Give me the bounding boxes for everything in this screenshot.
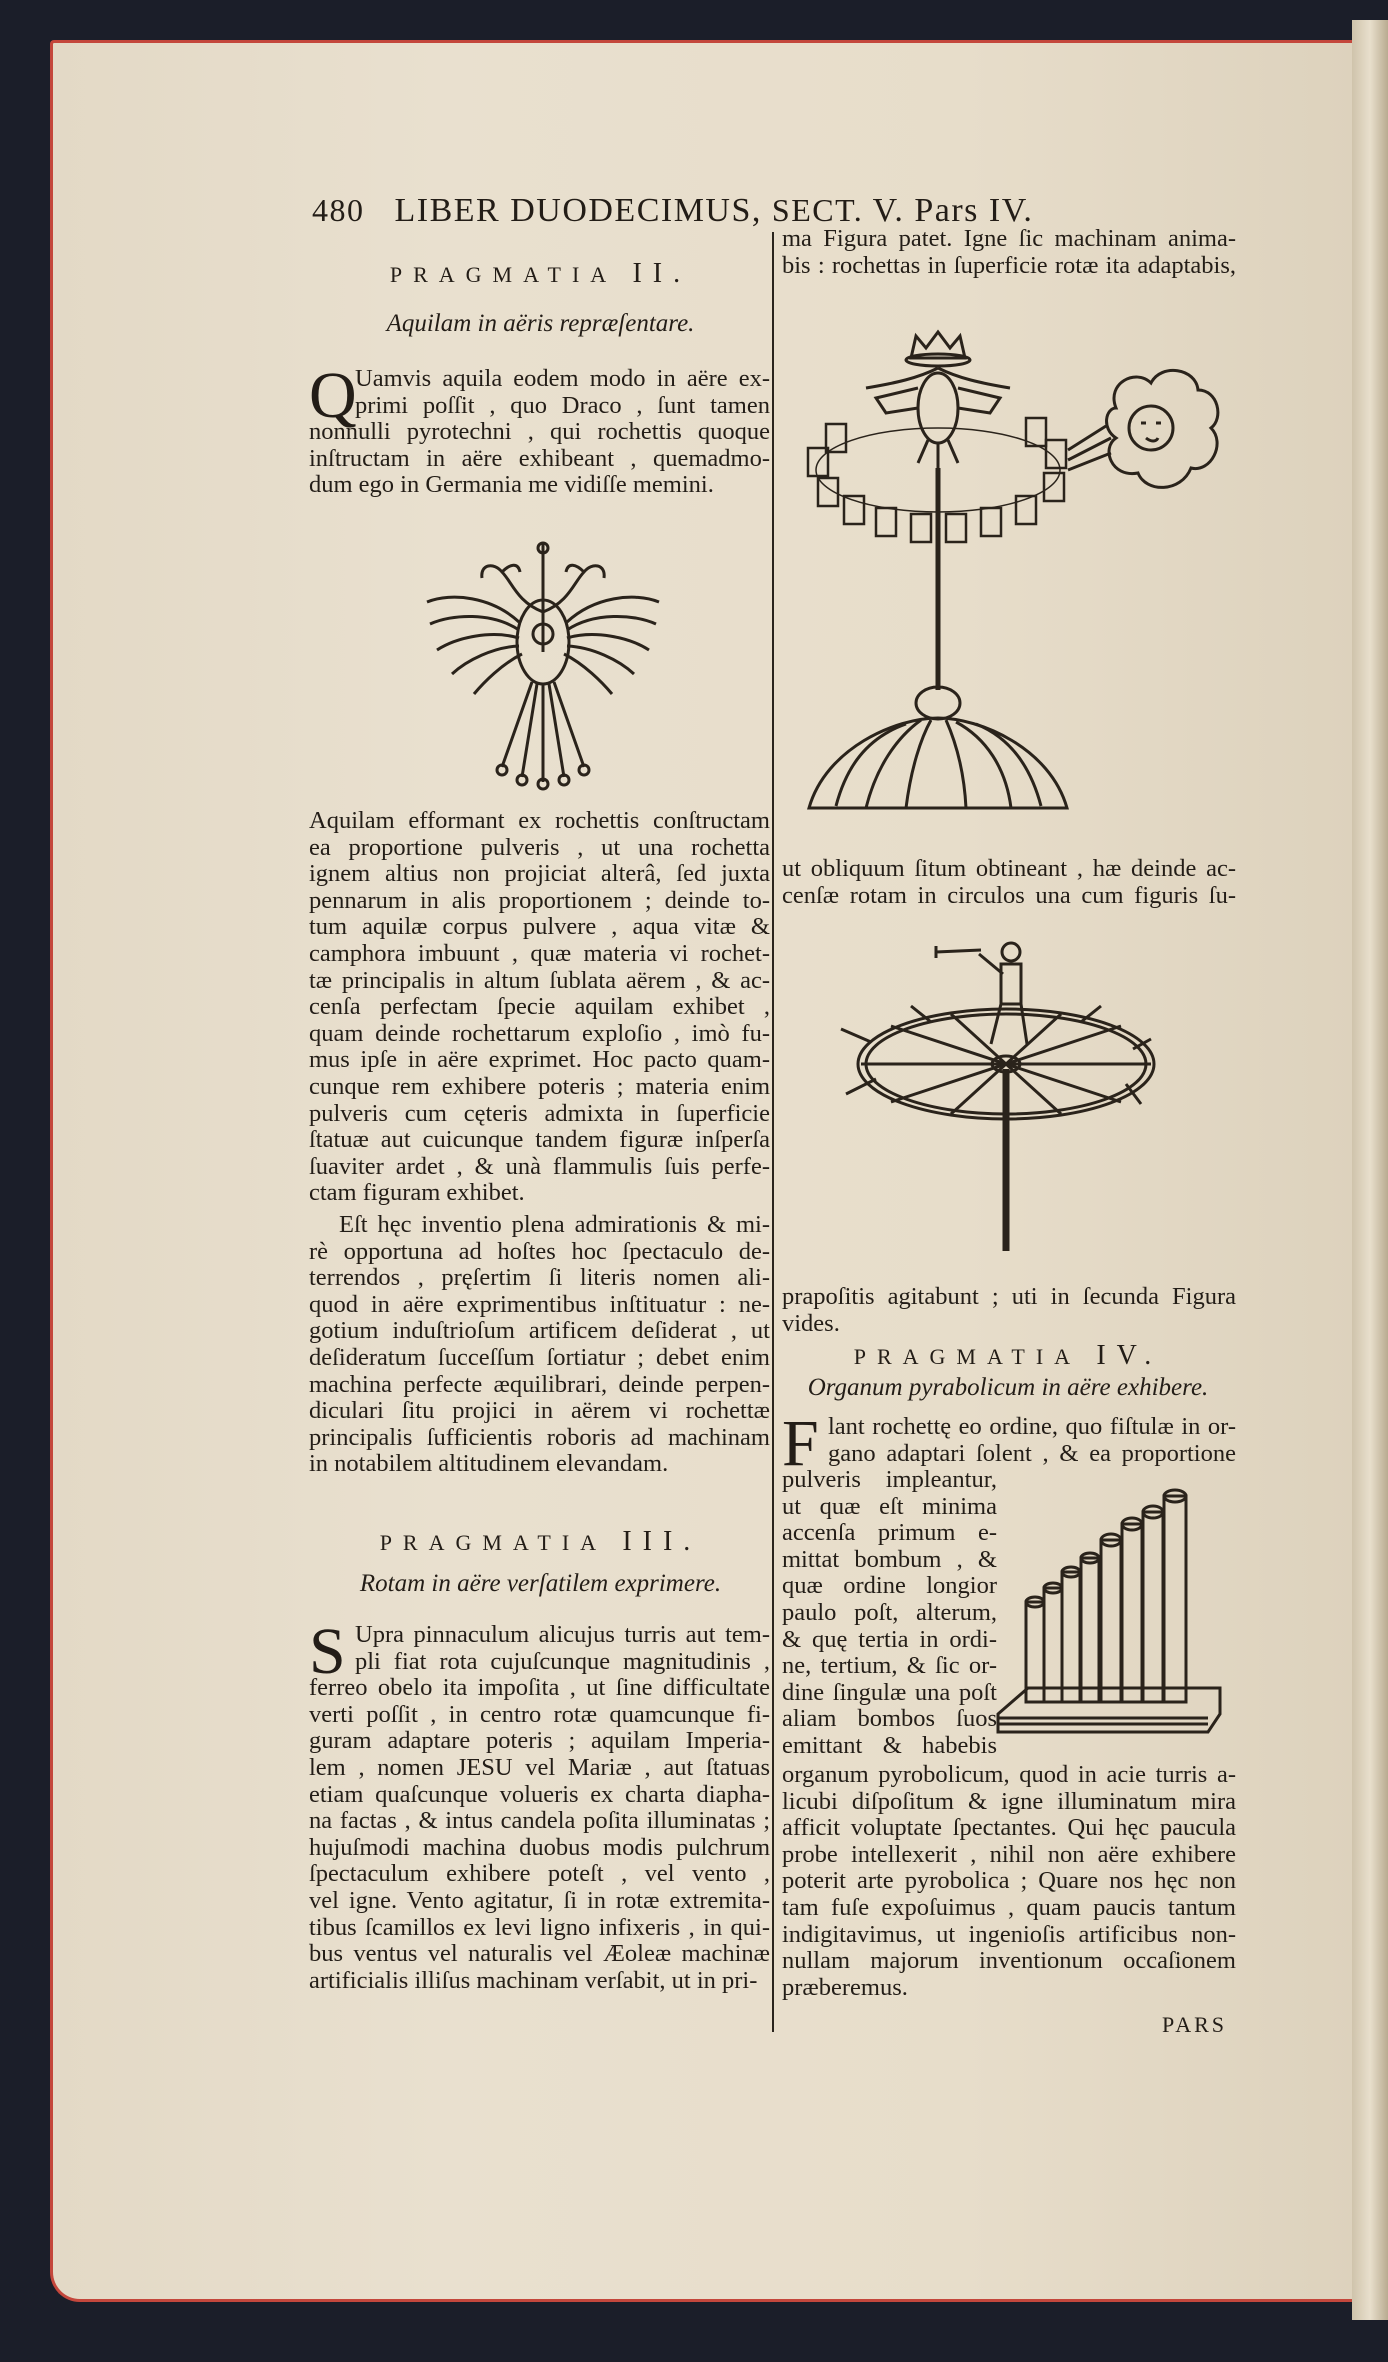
text-line: principalis ſufficientis roboris ad machinam bbox=[309, 1423, 770, 1451]
text-line: & quę tertia in ordi- bbox=[782, 1625, 997, 1653]
fire-wheel-figure bbox=[806, 328, 1221, 814]
text-line: lem , nomen JESU vel Mariæ , aut ſtatuas bbox=[309, 1753, 770, 1781]
text-line: guram adaptare poteris ; aquilam Imperia- bbox=[309, 1727, 770, 1755]
text-line: tibus ſcamillos ex levi ligno infixeris , in qui- bbox=[309, 1913, 770, 1941]
heading-title: PRAGMATIA bbox=[853, 1344, 1080, 1369]
text-line: mus ipſe in aëre exprimet. Hoc pacto quam- bbox=[309, 1046, 770, 1074]
text-line: prapoſitis agitabunt ; uti in ſecunda Figura bbox=[782, 1283, 1236, 1310]
text-line: præberemus. bbox=[782, 1973, 908, 2001]
text-line: in notabilem altitudinem elevandam. bbox=[309, 1450, 669, 1478]
text-line: etiam quaſcunque volueris ex charta diapha- bbox=[309, 1780, 770, 1808]
text-line: bus ventus vel naturalis vel Æoleæ machinæ bbox=[309, 1940, 770, 1968]
text-line: Uamvis aquila eodem modo in aëre ex- bbox=[355, 365, 770, 392]
text-line: bis : rochettas in ſuperficie rotæ ita adaptabis, bbox=[782, 251, 1236, 279]
text-line: ctam figuram exhibet. bbox=[309, 1179, 525, 1207]
heading-number: III. bbox=[622, 1526, 702, 1557]
text-line: rè opportuna ad hoſtes hoc ſpectaculo de- bbox=[309, 1237, 770, 1265]
page-number: 480 bbox=[312, 192, 365, 228]
paragraph bbox=[309, 1615, 770, 1994]
paragraph bbox=[782, 1414, 1236, 1467]
paragraph bbox=[782, 226, 1236, 279]
text-line: ma Figura patet. Igne ſic machinam anima- bbox=[782, 225, 1236, 252]
text-line: pulveris impleantur, bbox=[782, 1466, 997, 1493]
text-line: Eſt hęc inventio plena admirationis & mi- bbox=[339, 1211, 770, 1238]
text-line: quæ ordine longior bbox=[782, 1572, 997, 1600]
pragmatia-iii-heading bbox=[309, 1526, 772, 1558]
text-line: vel igne. Vento agitatur, ſi in rotæ extremita- bbox=[309, 1886, 770, 1914]
text-line: deſideratum ſucceſſum ſortiatur ; debet enim bbox=[309, 1343, 770, 1371]
organ-pipes-figure bbox=[998, 1492, 1221, 1740]
drop-cap: S bbox=[309, 1615, 346, 1688]
text-line: tum aquilæ corpus pulvere , aqua vitæ & bbox=[309, 913, 770, 941]
drop-cap: Q bbox=[309, 359, 357, 432]
text-line: organum pyrobolicum, quod in acie turris a- bbox=[782, 1761, 1236, 1788]
text-line: afficit voluptate ſpectantes. Qui hęc paucula bbox=[782, 1814, 1236, 1842]
pragmatia-iii-subtitle: Rotam in aëre verſatilem exprimere. bbox=[359, 1570, 722, 1597]
heading-number: II. bbox=[632, 258, 692, 289]
text-line: Upra pinnaculum alicujus turris aut tem- bbox=[355, 1621, 770, 1648]
column-divider bbox=[772, 232, 774, 2032]
paragraph bbox=[309, 359, 770, 499]
text-line: ignem altius non projiciat alterâ, ſed juxta bbox=[309, 860, 770, 888]
text-line: tam fuſe expoſuimus , quam paucis tantum bbox=[782, 1893, 1236, 1921]
text-line: poterit arte pyrobolica ; Quare nos hęc non bbox=[782, 1867, 1236, 1895]
text-line: ut obliquum ſitum obtineant , hæ deinde ac- bbox=[782, 855, 1236, 882]
text-line: dum ego in Germania me vidiſſe memini. bbox=[309, 471, 714, 499]
paragraph bbox=[782, 1467, 997, 1760]
pragmatia-ii-subtitle: Aquilam in aëris repræſentare. bbox=[386, 310, 695, 337]
pragmatia-iv-heading bbox=[780, 1340, 1236, 1372]
paragraph bbox=[309, 808, 770, 1207]
text-line: quod in aëre exprimentibus inſtituatur : ne- bbox=[309, 1290, 770, 1318]
text-line: licubi diſpoſitum & igne illuminatum mira bbox=[782, 1787, 1236, 1815]
text-line: paulo poſt, alterum, bbox=[782, 1598, 997, 1626]
text-line: cunque rem exhibere poteris ; materia enim bbox=[309, 1072, 770, 1100]
paragraph bbox=[782, 856, 1236, 909]
text-line: accenſa primum e- bbox=[782, 1519, 997, 1547]
text-line: na factas , & intus candela poſita illuminatas ; bbox=[309, 1807, 770, 1835]
text-line: hujuſmodi machina duobus modis pulchrum bbox=[309, 1833, 770, 1861]
text-line: gano adaptari ſolent , & ea proportione bbox=[828, 1439, 1236, 1467]
pragmatia-iv-subtitle: Organum pyrabolicum in aëre exhibere. bbox=[807, 1374, 1209, 1401]
eagle-figure bbox=[422, 542, 664, 788]
section-label: SECT. bbox=[771, 192, 864, 228]
text-line: nonnulli pyrotechni , qui rochettis quoque bbox=[309, 418, 770, 446]
text-line: ſtatuæ aut cuicunque tandem figuræ inſperſa bbox=[309, 1126, 770, 1154]
rotating-wheel-figure bbox=[851, 934, 1160, 1251]
heading-number: IV. bbox=[1096, 1340, 1163, 1371]
text-line: pennarum in alis proportionem ; deinde to- bbox=[309, 886, 770, 914]
text-line: cenſa perfectam ſpecie aquilam exhibet , bbox=[309, 993, 770, 1021]
paragraph bbox=[782, 1762, 1236, 2001]
page-edge bbox=[1352, 20, 1388, 2320]
text-line: diculari ſitu projici in aërem vi rochettæ bbox=[309, 1397, 770, 1425]
text-line: tæ principalis in altum ſublata aërem , & ac- bbox=[309, 966, 770, 994]
text-line: inſtructam in aëre exhibeant , quemadmo- bbox=[309, 444, 770, 472]
text-line: ut quæ eſt minima bbox=[782, 1492, 997, 1520]
text-line: ferreo obelo ita impoſita , ut ſine difficultate bbox=[309, 1674, 770, 1702]
text-line: aliam bombos ſuos bbox=[782, 1705, 997, 1733]
text-line: terrendos , pręſertim ſi literis nomen ali- bbox=[309, 1264, 770, 1292]
section-number: V. bbox=[872, 192, 905, 229]
text-line: machina perfecte æquilibrari, deinde perpen- bbox=[309, 1370, 770, 1398]
heading-title: PRAGMATIA bbox=[389, 262, 616, 287]
text-line: lant rochettę eo ordine, quo fiſtulæ in or- bbox=[828, 1413, 1236, 1440]
text-line: primi poſſit , quo Draco , ſunt tamen bbox=[355, 391, 770, 419]
pragmatia-ii-heading bbox=[309, 258, 772, 290]
text-line: emittant & habebis bbox=[782, 1731, 997, 1759]
text-line: nullam majorum inventionum occaſionem bbox=[782, 1947, 1236, 1975]
text-line: Aquilam efformant ex rochettis conſtructam bbox=[309, 807, 770, 834]
text-line: artificialis illiſus machinam verſabit, ut in pri- bbox=[309, 1966, 758, 1994]
text-line: verti poſſit , in centro rotæ quamcunque fi- bbox=[309, 1700, 770, 1728]
drop-cap: F bbox=[782, 1407, 819, 1480]
catchword: PARS bbox=[1162, 2012, 1228, 2037]
text-line: pli fiat rota cujuſcunque magnitudinis , bbox=[355, 1647, 770, 1675]
text-line: probe intellexerit , nihil non aëre exhibere bbox=[782, 1840, 1236, 1868]
text-line: mittat bombum , & bbox=[782, 1545, 997, 1573]
text-line: indigitavimus, ut ingenioſis artificibus non- bbox=[782, 1920, 1236, 1948]
text-line: quam deinde rochettarum exploſio , imò fu- bbox=[309, 1019, 770, 1047]
paragraph bbox=[782, 1284, 1236, 1337]
paragraph bbox=[309, 1212, 770, 1478]
text-line: pulveris cum cęteris admixta in ſuperficie bbox=[309, 1099, 770, 1127]
text-line: dine ſingulæ una poſt bbox=[782, 1678, 997, 1706]
text-line: camphora imbuunt , quæ materia vi rochet- bbox=[309, 939, 770, 967]
pars-label: Pars IV. bbox=[914, 192, 1034, 229]
running-title: LIBER DUODECIMUS, bbox=[394, 192, 762, 229]
text-line: gotium induſtrioſum artificem deſiderat , ut bbox=[309, 1317, 770, 1345]
text-line: vides. bbox=[782, 1309, 840, 1337]
text-line: cenſæ rotam in circulos una cum figuris ſu- bbox=[782, 881, 1236, 909]
text-line: ne, tertium, & ſic or- bbox=[782, 1652, 997, 1680]
text-line: ſuaviter ardet , & unà flammulis ſuis perfe- bbox=[309, 1152, 770, 1180]
text-line: ea proportione pulveris , ut una rochetta bbox=[309, 833, 770, 861]
text-line: ſpectaculum exhibere poteſt , vel vento , bbox=[309, 1860, 770, 1888]
heading-title: PRAGMATIA bbox=[379, 1530, 606, 1555]
